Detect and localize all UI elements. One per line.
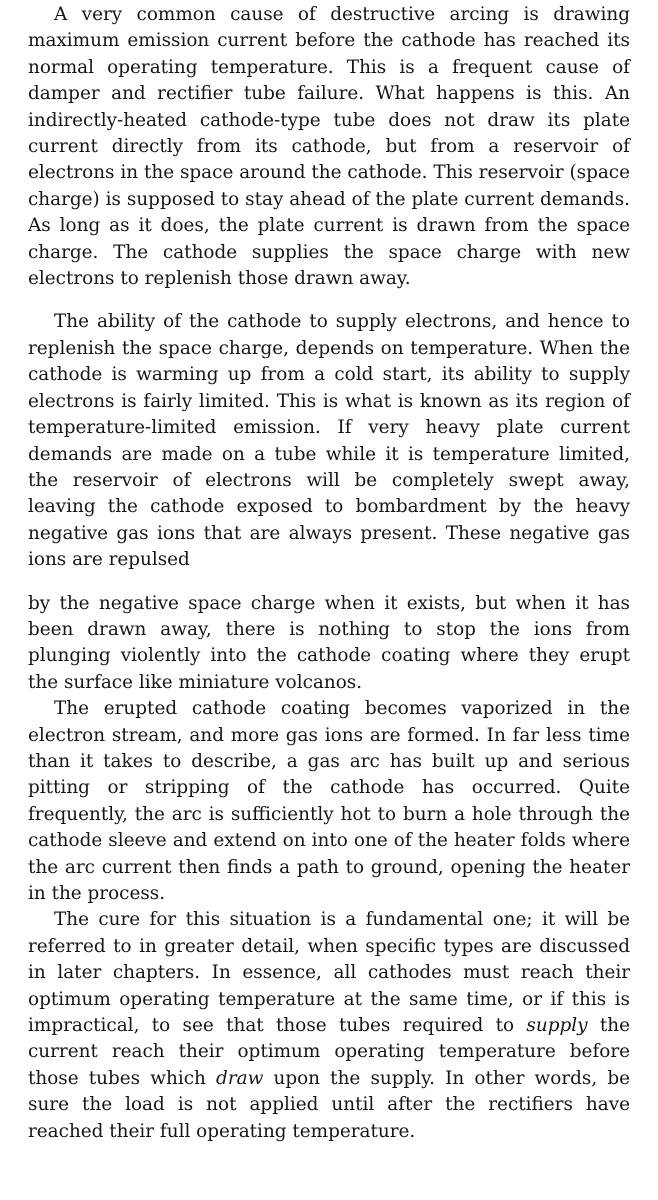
paragraph-cure-text-1: The cure for this situation is a fundamental one; it will be referred to in greater detail, when specific types are discussed in later chapters. In essence, all cathodes must reach their optimum operating temperature at the same time, or if this is impractical, to see that those tubes required to bbox=[28, 909, 630, 1037]
emphasis-supply: supply bbox=[526, 1015, 588, 1037]
emphasis-draw: draw bbox=[216, 1067, 264, 1089]
paragraph-cure-text-2: the current reach their optimum operating temperature before those tubes which bbox=[28, 1015, 630, 1089]
paragraph-erupted-coating: The erupted cathode coating becomes vaporized in the electron stream, and more gas ions are formed. In far less time than it takes to describe, a gas arc has built up and serious pitting or stripping of the cathode has occurred. Quite frequently, the arc is sufficiently hot to burn a hole through the cathode sleeve and extend on into one of the heater folds where the arc current then finds a path to ground, opening the heater in the process. bbox=[28, 698, 630, 904]
paragraph-cathode-temperature: The ability of the cathode to supply electrons, and hence to replenish the space charge, depends on temperature. When the cathode is warming up from a cold start, its ability to supply electrons is fairly limited. This is what is known as its region of temperature-limited emission. If very heavy plate current demands are made on a tube while it is temperature limited, the reservoir of electrons will be completely swept away, leaving the cathode exposed to bombardment by the heavy negative gas ions that are always present. These negative gas ions are repulsed bbox=[28, 311, 630, 571]
paragraph-cure-text-3: upon the supply. In other words, be sure the load is not applied until after the rectifiers have reached their full operating temperature. bbox=[28, 1067, 630, 1142]
paragraph-arcing-cause: A very common cause of destructive arcing is drawing maximum emission current before the cathode has reached its normal operating temperature. This is a frequent cause of damper and rectifier tube failure. What happens is this. An indirectly-heated cathode-type tube does not draw its plate current directly from its cathode, but from a reservoir of electrons in the space around the cathode. This reservoir (space charge) is supposed to stay ahead of the plate current demands. As long as it does, the plate current is drawn from the space charge. The cathode supplies the space charge with new electrons to replenish those drawn away. bbox=[28, 4, 630, 290]
paragraph-cure bbox=[28, 907, 630, 1145]
paragraph-continuation: by the negative space charge when it exists, but when it has been drawn away, there is nothing to stop the ions from plunging violently into the cathode coating where they erupt the surface like miniature volcanos. bbox=[28, 592, 630, 693]
